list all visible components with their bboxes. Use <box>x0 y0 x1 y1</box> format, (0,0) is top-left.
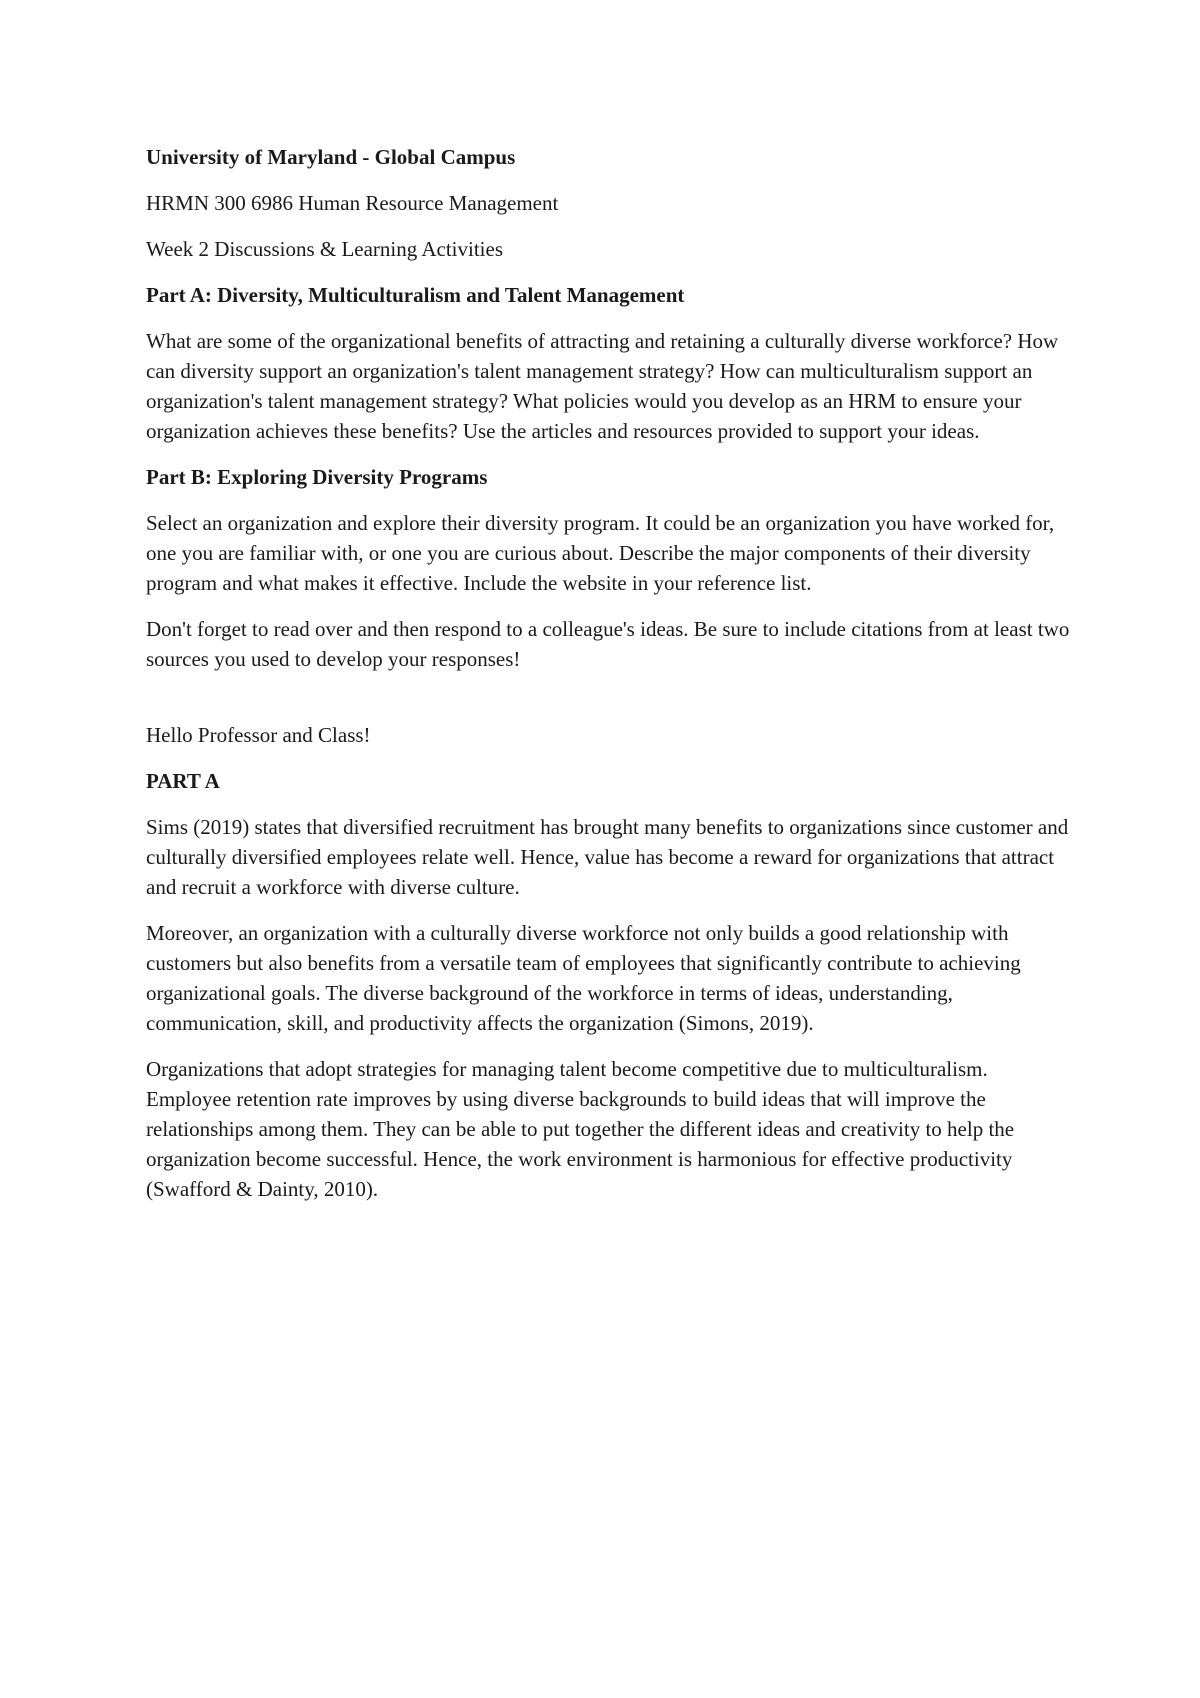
part-b-prompt: Select an organization and explore their diversity program. It could be an organization you have worked for, one you are familiar with, or one you are curious about. Describe the major components of their diversity program and what makes it effective. Include the website in your reference list. <box>146 511 1055 595</box>
university-title: University of Maryland - Global Campus <box>146 145 516 169</box>
greeting: Hello Professor and Class! <box>146 723 371 747</box>
part-b-heading: Part B: Exploring Diversity Programs <box>146 465 488 489</box>
reminder-text: Don't forget to read over and then respond to a colleague's ideas. Be sure to include citations from at least two sources you used to develop your responses! <box>146 617 1070 671</box>
response-paragraph: Organizations that adopt strategies for managing talent become competitive due to multiculturalism. Employee retention rate improves by using diverse backgrounds to build ideas that will improve the relationships among them. They can be able to put together the different ideas and creativity to help the organization become successful. Hence, the work environment is harmonious for effective productivity (Swafford & Dainty, 2010). <box>146 1057 1015 1201</box>
response-paragraph: Sims (2019) states that diversified recruitment has brought many benefits to organizations since customer and culturally diversified employees relate well. Hence, value has become a reward for organizations that attract and recruit a workforce with diverse culture. <box>146 815 1069 899</box>
course-title: HRMN 300 6986 Human Resource Management <box>146 191 559 215</box>
response-part-a-label: PART A <box>146 769 220 793</box>
part-a-heading: Part A: Diversity, Multiculturalism and Talent Management <box>146 283 685 307</box>
part-a-prompt: What are some of the organizational benefits of attracting and retaining a culturally diverse workforce? How can diversity support an organization's talent management strategy? How can multiculturalism support an organization's talent management strategy? What policies would you develop as an HRM to ensure your organization achieves these benefits? Use the articles and resources provided to support your ideas. <box>146 329 1059 443</box>
week-title: Week 2 Discussions & Learning Activities <box>146 237 503 261</box>
response-paragraph: Moreover, an organization with a culturally diverse workforce not only builds a good relationship with customers but also benefits from a versatile team of employees that significantly contribute to achieving organizational goals. The diverse background of the workforce in terms of ideas, understanding, communication, skill, and productivity affects the organization (Simons, 2019). <box>146 921 1021 1035</box>
blank-line <box>146 690 1076 720</box>
document-content <box>146 142 1076 1220</box>
